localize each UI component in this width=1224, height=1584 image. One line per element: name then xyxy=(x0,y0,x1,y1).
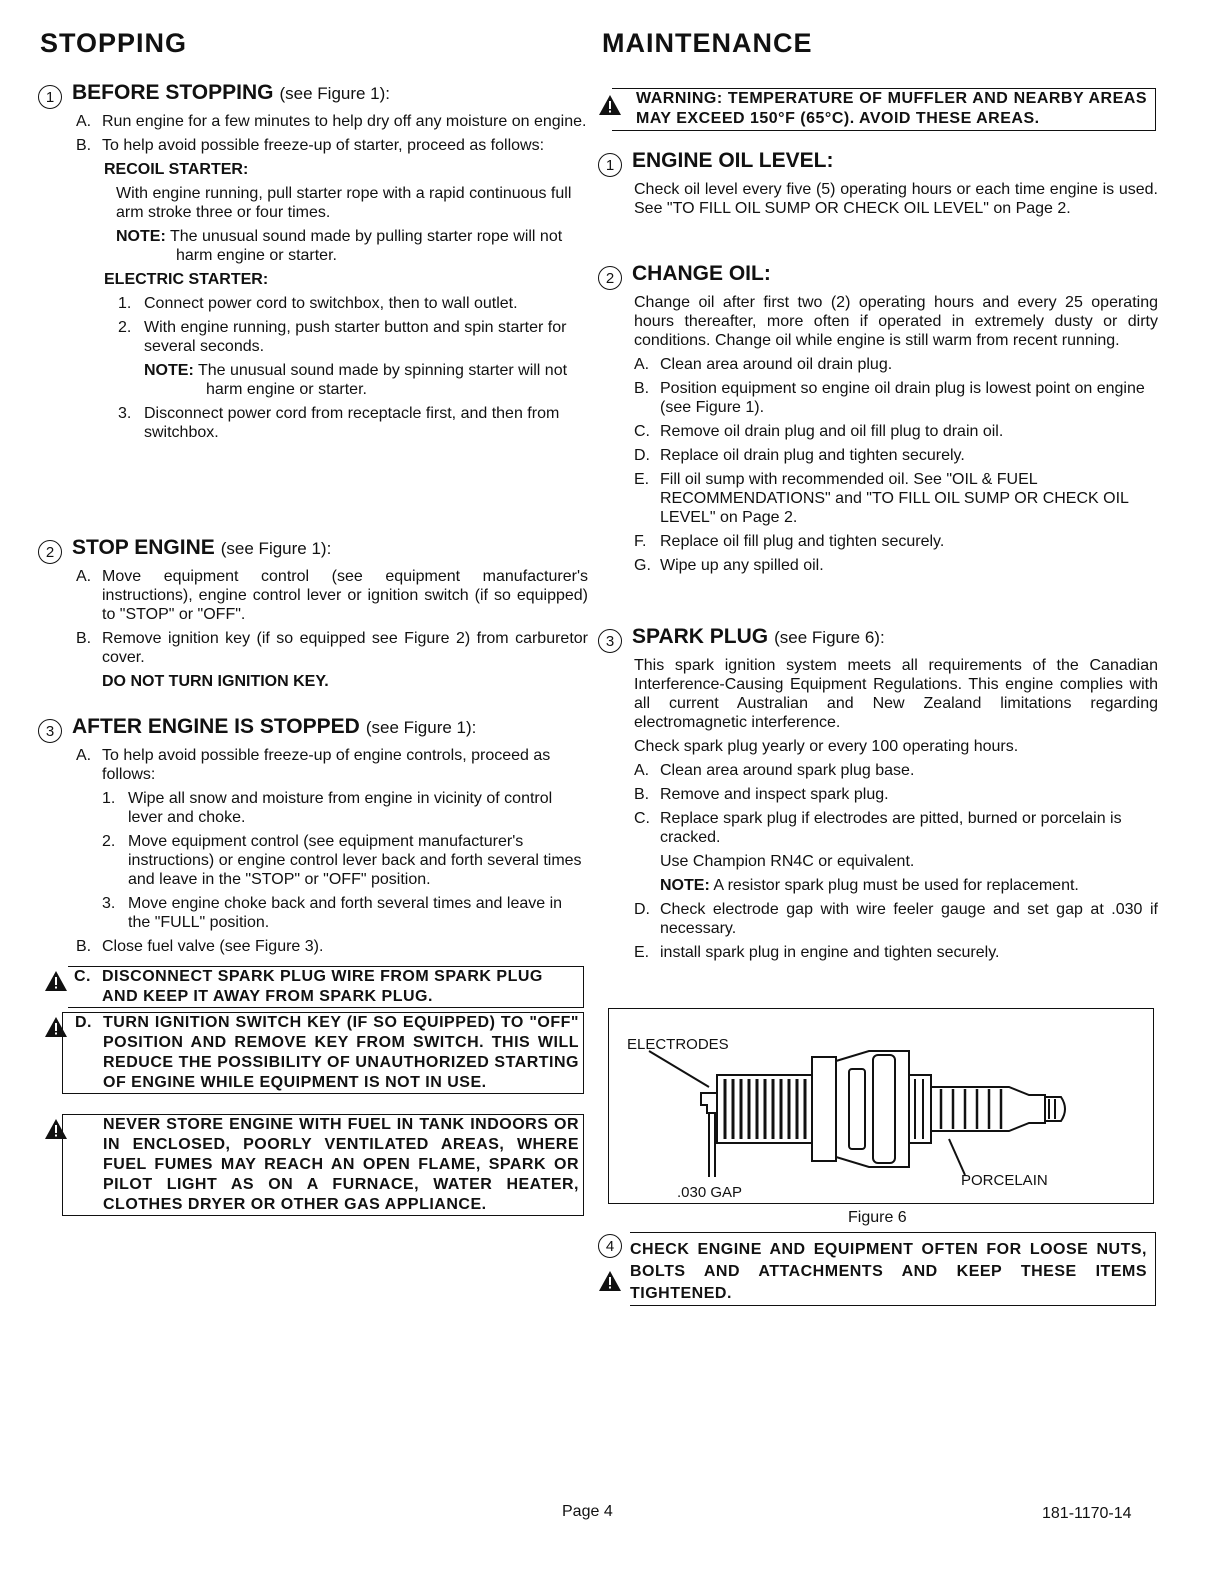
list-item: B. To help avoid possible freeze-up of starter, proceed as follows: xyxy=(76,137,545,154)
list-item: B. Position equipment so engine oil drain plug is lowest point on engine (see Figure 1). xyxy=(634,380,1145,416)
warning-muffler-temperature: WARNING: TEMPERATURE OF MUFFLER AND NEARBY AREAS MAY EXCEED 150°F (65°C). AVOID THESE AREAS. xyxy=(612,88,1156,131)
document-number: 181-1170-14 xyxy=(1042,1505,1132,1522)
engine-oil-level-title: 1 ENGINE OIL LEVEL: xyxy=(598,150,1158,174)
list-item: C. Replace spark plug if electrodes are pitted, burned or porcelain is cracked. xyxy=(634,810,1122,846)
after-engine-stopped-section xyxy=(38,716,588,961)
change-oil-section xyxy=(598,263,1158,580)
recoil-starter-heading: RECOIL STARTER: xyxy=(104,161,249,178)
list-item: E. Fill oil sump with recommended oil. See "OIL & FUEL RECOMMENDATIONS" and "TO FILL OIL SUMP OR CHECK OIL LEVEL" on Page 2. xyxy=(634,471,1129,526)
change-oil-text: Change oil after first two (2) operating hours and every 25 operating hours thereafter, more often if operated in extremely dusty or dirty conditions. Change oil while engine is still warm from recent running. xyxy=(634,294,1158,349)
list-item: 2. With engine running, push starter button and spin starter for several seconds. xyxy=(118,319,567,355)
warning-turn-ignition-key: D. TURN IGNITION SWITCH KEY (IF SO EQUIPPED) TO "OFF" POSITION AND REMOVE KEY FROM SWITCH. THIS WILL REDUCE THE POSSIBILITY OF UNAUTHORIZED STARTING OF ENGINE WHILE EQUIPMENT IS NOT IN USE. xyxy=(62,1012,584,1094)
list-item: B. Close fuel valve (see Figure 3). xyxy=(76,938,324,955)
list-item: D. Check electrode gap with wire feeler gauge and set gap at .030 if necessary. xyxy=(634,901,1158,937)
warning-never-store-engine: NEVER STORE ENGINE WITH FUEL IN TANK INDOORS OR IN ENCLOSED, POORLY VENTILATED AREAS, WHERE FUEL FUMES MAY REACH AN OPEN FLAME, SPARK OR PILOT LIGHT AS ON A FURNACE, WATER HEATER, CLOTHES DRYER OR OTHER GAS APPLIANCE. xyxy=(62,1114,584,1216)
list-item: D. Replace oil drain plug and tighten securely. xyxy=(634,447,965,464)
list-item: A. Clean area around oil drain plug. xyxy=(634,356,893,373)
list-item: 1. Wipe all snow and moisture from engine in vicinity of control lever and choke. xyxy=(102,790,553,826)
do-not-turn-key: DO NOT TURN IGNITION KEY. xyxy=(102,673,329,690)
list-item: A. To help avoid possible freeze-up of engine controls, proceed as follows: xyxy=(76,747,551,783)
list-item: B. Remove ignition key (if so equipped see Figure 2) from carburetor cover. xyxy=(76,630,588,666)
warning-triangle-icon xyxy=(44,970,68,992)
step-number-circle: 3 xyxy=(38,719,62,743)
figure-6-box xyxy=(608,1008,1154,1204)
step-number-circle: 1 xyxy=(598,153,622,177)
list-item: F. Replace oil fill plug and tighten securely. xyxy=(634,533,945,550)
step-number-circle: 4 xyxy=(598,1234,622,1258)
electric-starter-heading: ELECTRIC STARTER: xyxy=(104,271,269,288)
champion-plug-text: Use Champion RN4C or equivalent. xyxy=(660,853,915,870)
change-oil-steps xyxy=(634,355,1158,575)
list-item: A. Clean area around spark plug base. xyxy=(634,762,915,779)
page-number: Page 4 xyxy=(562,1503,613,1520)
list-item: B. Remove and inspect spark plug. xyxy=(634,786,889,803)
step-number-circle: 2 xyxy=(598,266,622,290)
list-item: 2. Move equipment control (see equipment manufacturer's instructions) or engine control lever back and forth several times and leave in the "STOP" or "OFF" position. xyxy=(102,833,582,888)
check-engine-section xyxy=(598,1232,1156,1304)
list-item: 3. Move engine choke back and forth several times and leave in the "FULL" position. xyxy=(102,895,563,931)
electrodes-label: ELECTRODES xyxy=(627,1036,729,1053)
figure-6-caption: Figure 6 xyxy=(848,1209,907,1226)
step-number-circle: 2 xyxy=(38,540,62,564)
before-stopping-section xyxy=(38,82,588,447)
list-item: C. Remove oil drain plug and oil fill plug to drain oil. xyxy=(634,423,1004,440)
step-number-circle: 3 xyxy=(598,629,622,653)
stop-engine-title: 2 STOP ENGINE (see Figure 1): xyxy=(38,537,588,561)
list-item: 1. Connect power cord to switchbox, then to wall outlet. xyxy=(118,295,518,312)
warning-triangle-icon xyxy=(598,1270,622,1292)
spark-plug-title: 3 SPARK PLUG (see Figure 6): xyxy=(598,626,1158,650)
spark-plug-regulation-text: This spark ignition system meets all requirements of the Canadian Interference-Causing Equipment Regulations. This engine complies with all current Australian and New Zealand limitations regarding electromagnetic interference. xyxy=(634,657,1158,731)
list-item: 3. Disconnect power cord from receptacle first, and then from switchbox. xyxy=(118,405,560,441)
check-loose-nuts-warning: CHECK ENGINE AND EQUIPMENT OFTEN FOR LOOSE NUTS, BOLTS AND ATTACHMENTS AND KEEP THESE ITEMS TIGHTENED. xyxy=(630,1232,1156,1306)
engine-oil-level-text: Check oil level every five (5) operating hours or each time engine is used. See "TO FILL OIL SUMP OR CHECK OIL LEVEL" on Page 2. xyxy=(634,181,1158,217)
stopping-heading: STOPPING xyxy=(40,28,188,58)
resistor-note: NOTE: A resistor spark plug must be used for replacement. xyxy=(660,877,1079,894)
recoil-note: NOTE: The unusual sound made by pulling starter rope will not harm engine or starter. xyxy=(116,228,563,264)
recoil-starter-text: With engine running, pull starter rope with a rapid continuous full arm stroke three or four times. xyxy=(116,185,572,221)
spark-plug-section xyxy=(598,626,1158,967)
list-item: A. Move equipment control (see equipment manufacturer's instructions), engine control lever or ignition switch (if so equipped) to "STOP" or "OFF". xyxy=(76,568,588,623)
engine-oil-level-section xyxy=(598,150,1158,218)
list-item: E. install spark plug in engine and tighten securely. xyxy=(634,944,1000,961)
maintenance-heading: MAINTENANCE xyxy=(602,28,813,58)
list-item: A. Run engine for a few minutes to help dry off any moisture on engine. xyxy=(76,113,587,130)
warning-disconnect-spark-plug: C. DISCONNECT SPARK PLUG WIRE FROM SPARK PLUG AND KEEP IT AWAY FROM SPARK PLUG. xyxy=(68,966,584,1008)
porcelain-label: PORCELAIN xyxy=(961,1172,1048,1189)
spark-plug-check-text: Check spark plug yearly or every 100 operating hours. xyxy=(634,738,1019,755)
gap-label: .030 GAP xyxy=(677,1184,743,1201)
list-item: G. Wipe up any spilled oil. xyxy=(634,557,824,574)
after-engine-stopped-title: 3 AFTER ENGINE IS STOPPED (see Figure 1): xyxy=(38,716,588,740)
electric-note: NOTE: The unusual sound made by spinning starter will not harm engine or starter. xyxy=(144,362,568,398)
change-oil-title: 2 CHANGE OIL: xyxy=(598,263,1158,287)
step-number-circle: 1 xyxy=(38,85,62,109)
stop-engine-section xyxy=(38,537,588,691)
spark-plug-drawing xyxy=(609,1009,1155,1205)
before-stopping-title: 1 BEFORE STOPPING (see Figure 1): xyxy=(38,82,588,106)
